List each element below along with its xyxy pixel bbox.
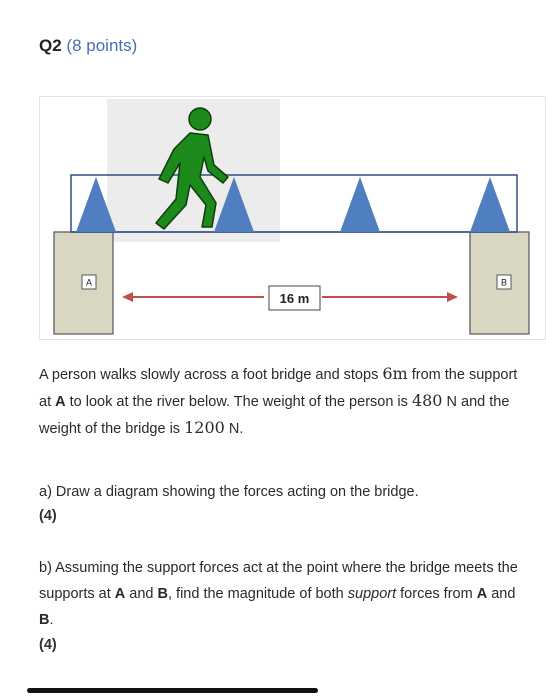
part-b-text-span: . bbox=[49, 612, 54, 628]
problem-line-3 bbox=[39, 415, 539, 442]
part-b-text-span: and bbox=[125, 586, 158, 602]
span-arrowhead-right bbox=[447, 292, 458, 302]
part-b-text bbox=[39, 555, 539, 633]
support-a-label: A bbox=[85, 277, 93, 288]
truss-triangle-4 bbox=[470, 177, 510, 232]
support-a-ref: A bbox=[476, 586, 488, 602]
bridge-diagram bbox=[39, 96, 546, 340]
part-b-line-3 bbox=[39, 607, 539, 633]
part-b-text-span: and bbox=[487, 586, 516, 602]
problem-text: weight of the bridge is bbox=[39, 421, 185, 437]
bridge-weight-value: 1200 bbox=[184, 418, 225, 437]
distance-value: 6m bbox=[382, 364, 408, 383]
problem-text: N. bbox=[224, 421, 244, 437]
part-b-text-span: supports at bbox=[39, 586, 115, 602]
part-b-line-2 bbox=[39, 581, 539, 607]
support-word: support bbox=[347, 586, 397, 602]
support-b-ref: B bbox=[157, 586, 168, 602]
question-title bbox=[39, 36, 137, 56]
part-a-marks: (4) bbox=[39, 508, 57, 524]
span-arrowhead-left bbox=[122, 292, 133, 302]
part-b-text-span: forces from bbox=[396, 586, 477, 602]
problem-text: from the support bbox=[407, 367, 518, 383]
bridge-diagram-svg bbox=[40, 97, 546, 341]
question-points: (8 points) bbox=[66, 36, 138, 55]
span-label: 16 m bbox=[279, 291, 310, 306]
support-a-ref: A bbox=[55, 394, 66, 410]
part-b-line-1: b) Assuming the support forces act at the point where the bridge meets the bbox=[39, 560, 518, 576]
problem-text: at bbox=[39, 394, 56, 410]
home-indicator[interactable] bbox=[27, 688, 318, 693]
truss-triangle-3 bbox=[340, 177, 380, 232]
person-weight-value: 480 bbox=[411, 391, 443, 410]
support-b-label: B bbox=[500, 277, 508, 288]
part-a-text: a) Draw a diagram showing the forces acting on the bridge. bbox=[39, 484, 419, 500]
support-a-ref: A bbox=[114, 586, 126, 602]
question-label: Q2 bbox=[39, 36, 62, 55]
problem-text: A person walks slowly across a foot bridge and stops bbox=[39, 367, 383, 383]
part-b-marks: (4) bbox=[39, 637, 57, 653]
support-b-ref: B bbox=[39, 612, 50, 628]
problem-text: N and the bbox=[442, 394, 510, 410]
problem-text: to look at the river below. The weight of the person is bbox=[65, 394, 412, 410]
part-b-text-span: , find the magnitude of both bbox=[167, 586, 348, 602]
problem-line-1 bbox=[39, 361, 539, 388]
problem-statement bbox=[39, 361, 539, 442]
problem-line-2 bbox=[39, 388, 539, 415]
